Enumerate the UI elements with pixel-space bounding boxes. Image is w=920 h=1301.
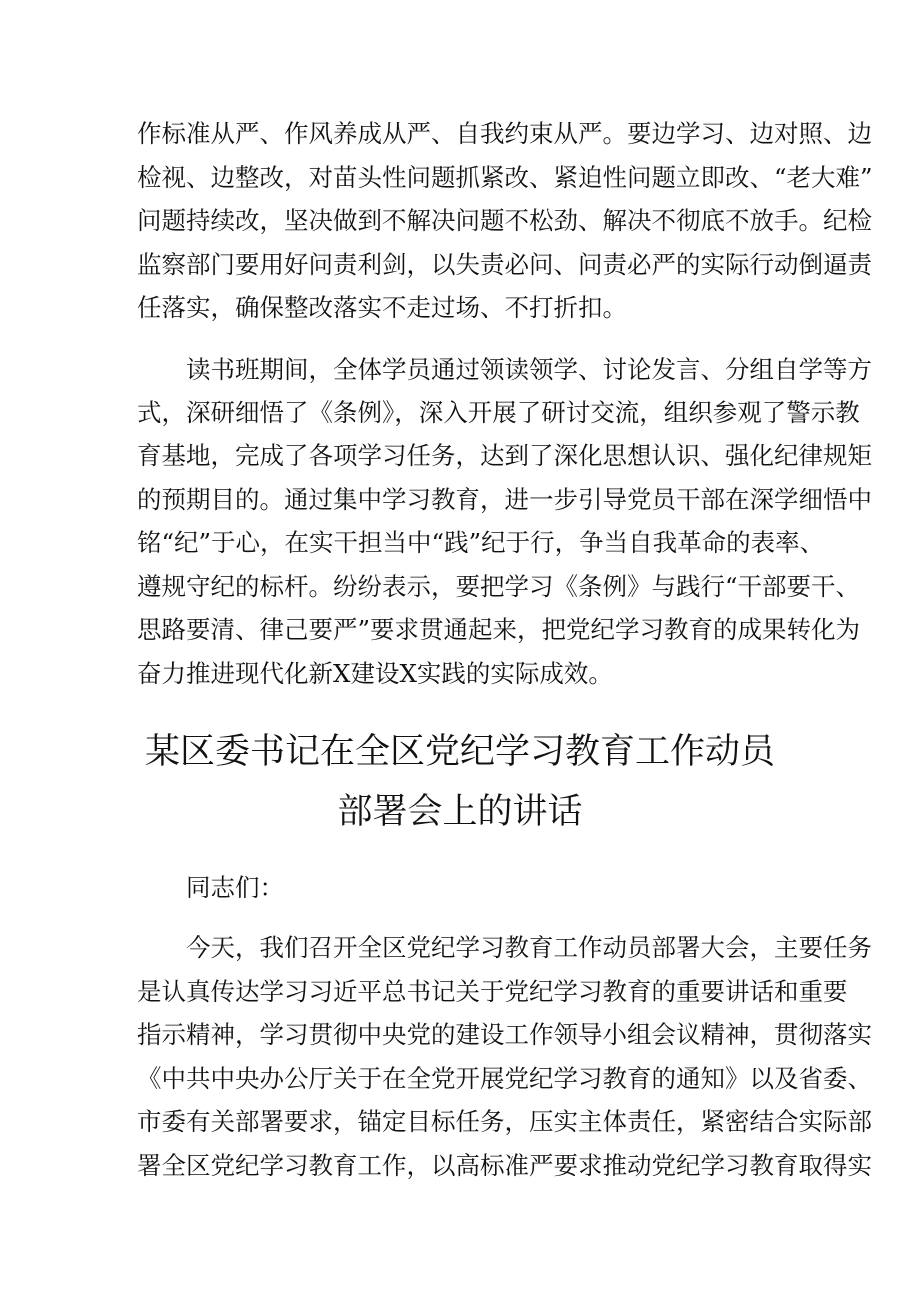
text-line: 检视、边整改，对苗头性问题抓紧改、紧迫性问题立即改、“老大难” (137, 163, 873, 192)
title-line-1: 某区委书记在全区党纪学习教育工作动员 (144, 732, 775, 772)
text-line: 遵规守纪的标杆。纷纷表示，要把学习《条例》与践行“干部要干、 (137, 572, 861, 601)
text-line: 读书班期间，全体学员通过领读领学、讨论发言、分组自学等方 (186, 355, 872, 384)
text-line: 是认真传达学习习近平总书记关于党纪学习教育的重要讲话和重要 (137, 977, 848, 1006)
text-line: 铭“纪”于心，在实干担当中“践”纪于行，争当自我革命的表率、 (137, 528, 825, 557)
text-line: 问题持续改，坚决做到不解决问题不松劲、解决不彻底不放手。纪检 (137, 206, 872, 235)
text-line: 作标准从严、作风养成从严、自我约束从严。要边学习、边对照、边 (137, 119, 872, 148)
title-line-2: 部署会上的讲话 (337, 792, 583, 832)
text-line: 市委有关部署要求，锚定目标任务，压实主体责任，紧密结合实际部 (137, 1107, 872, 1136)
text-line: 育基地，完成了各项学习任务，达到了深化思想认识、强化纪律规矩 (137, 441, 872, 470)
text-line: 的预期目的。通过集中学习教育，进一步引导党员干部在深学细悟中 (137, 485, 872, 514)
text-line: 奋力推进现代化新X建设X实践的实际成效。 (137, 659, 613, 688)
text-line: 思路要清、律己要严”要求贯通起来，把党纪学习教育的成果转化为 (137, 615, 861, 644)
text-line: 今天，我们召开全区党纪学习教育工作动员部署大会，主要任务 (186, 933, 872, 962)
text-line: 式，深研细悟了《条例》，深入开展了研讨交流，组织参观了警示教 (137, 398, 860, 427)
text-line: 指示精神，学习贯彻中央党的建设工作领导小组会议精神，贯彻落实 (137, 1020, 872, 1049)
greeting: 同志们： (186, 873, 284, 902)
text-line: 署全区党纪学习教育工作，以高标准严要求推动党纪学习教育取得实 (137, 1151, 872, 1180)
text-line: 监察部门要用好问责利剑，以失责必问、问责必严的实际行动倒逼责 (137, 250, 872, 279)
text-line: 《中共中央办公厅关于在全党开展党纪学习教育的通知》以及省委、 (137, 1064, 872, 1093)
text-line: 任落实，确保整改落实不走过场、不打折扣。 (137, 293, 627, 322)
